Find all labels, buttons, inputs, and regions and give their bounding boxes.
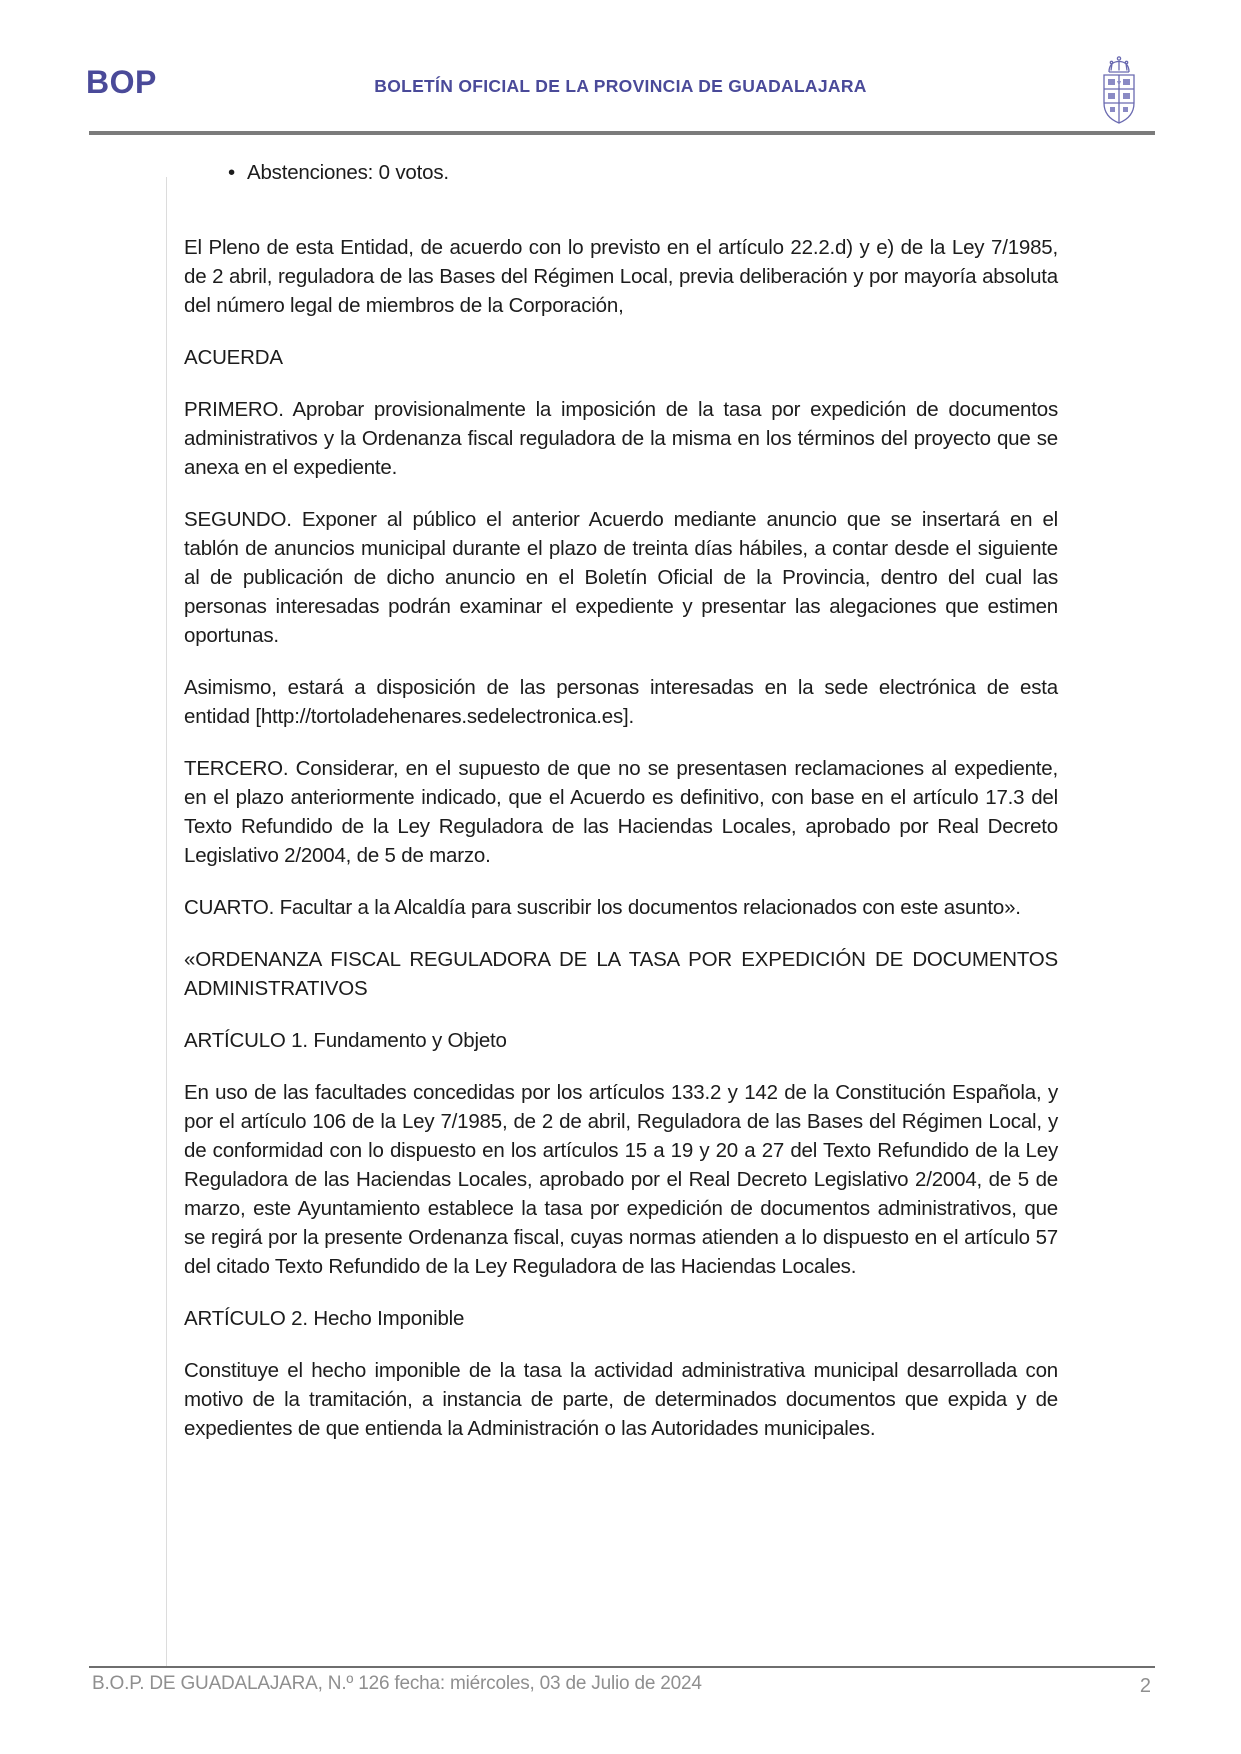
document-body — [184, 158, 1058, 1466]
bullet-icon: • — [228, 161, 235, 184]
page-title: BOLETÍN OFICIAL DE LA PROVINCIA DE GUADALAJARA — [374, 76, 867, 96]
footer-publication-info: B.O.P. DE GUADALAJARA, N.º 126 fecha: miércoles, 03 de Julio de 2024 — [92, 1673, 702, 1694]
para-primero: PRIMERO. Aprobar provisionalmente la imposición de la tasa por expedición de documentos administrativos y la Ordenanza fiscal reguladora de la misma en los términos del proyecto que se anexa en el expediente. — [184, 398, 1058, 479]
para-articulo-1-texto: En uso de las facultades concedidas por los artículos 133.2 y 142 de la Constitución Española, y por el artículo 106 de la Ley 7/1985, de 2 de abril, Reguladora de las Bases del Régimen Local, y de conformidad con lo dispuesto en los artículos 15 a 19 y 20 a 27 del Texto Refundido de la Ley Reguladora de las Haciendas Locales, aprobado por el Real Decreto Legislativo 2/2004, de 5 de marzo, este Ayuntamiento establece la tasa por expedición de documentos administrativos, que se regirá por la presente Ordenanza fiscal, cuyas normas atienden a lo dispuesto en el artículo 57 del citado Texto Refundido de la Ley Reguladora de las Haciendas Locales. — [184, 1081, 1058, 1278]
para-tercero: TERCERO. Considerar, en el supuesto de que no se presentasen reclamaciones al expediente, en el plazo anteriormente indicado, que el Acuerdo es definitivo, con base en el artículo 17.3 del Texto Refundido de la Ley Reguladora de las Haciendas Locales, aprobado por Real Decreto Legislativo 2/2004, de 5 de marzo. — [184, 757, 1058, 867]
para-ordenanza-titulo: «ORDENANZA FISCAL REGULADORA DE LA TASA POR EXPEDICIÓN DE DOCUMENTOS ADMINISTRATIVOS — [184, 948, 1058, 1000]
para-cuarto: CUARTO. Facultar a la Alcaldía para suscribir los documentos relacionados con este asunto». — [184, 896, 1021, 919]
heading-acuerda: ACUERDA — [184, 346, 283, 369]
content-left-rule — [166, 177, 167, 1666]
para-pleno: El Pleno de esta Entidad, de acuerdo con lo previsto en el artículo 22.2.d) y e) de la Ley 7/1985, de 2 abril, reguladora de las Bases del Régimen Local, previa deliberación y por mayoría absoluta del número legal de miembros de la Corporación, — [184, 236, 1058, 317]
bop-logo: BOP — [86, 64, 157, 100]
page-number: 2 — [1139, 1675, 1151, 1697]
para-articulo-2-texto: Constituye el hecho imponible de la tasa la actividad administrativa municipal desarrollada con motivo de la tramitación, a instancia de parte, de determinados documentos que expida y de expedientes de que entienda la Administración o las Autoridades municipales. — [184, 1359, 1058, 1440]
para-asimismo: Asimismo, estará a disposición de las personas interesadas en la sede electrónica de esta entidad [http://tortoladehenares.sedelectronica.es]. — [184, 676, 1058, 728]
header-divider — [89, 131, 1155, 135]
heading-articulo-2: ARTÍCULO 2. Hecho Imponible — [184, 1307, 465, 1330]
heading-articulo-1: ARTÍCULO 1. Fundamento y Objeto — [184, 1029, 507, 1052]
bullet-text: Abstenciones: 0 votos. — [247, 161, 449, 184]
bullet-abstenciones — [184, 158, 1058, 187]
para-segundo: SEGUNDO. Exponer al público el anterior Acuerdo mediante anuncio que se insertará en el tablón de anuncios municipal durante el plazo de treinta días hábiles, a contar desde el siguiente al de publicación de dicho anuncio en el Boletín Oficial de la Provincia, dentro del cual las personas interesadas podrán examinar el expediente y presentar las alegaciones que estimen oportunas. — [184, 508, 1058, 647]
footer-divider — [89, 1666, 1155, 1668]
coat-of-arms-icon — [1096, 55, 1142, 127]
